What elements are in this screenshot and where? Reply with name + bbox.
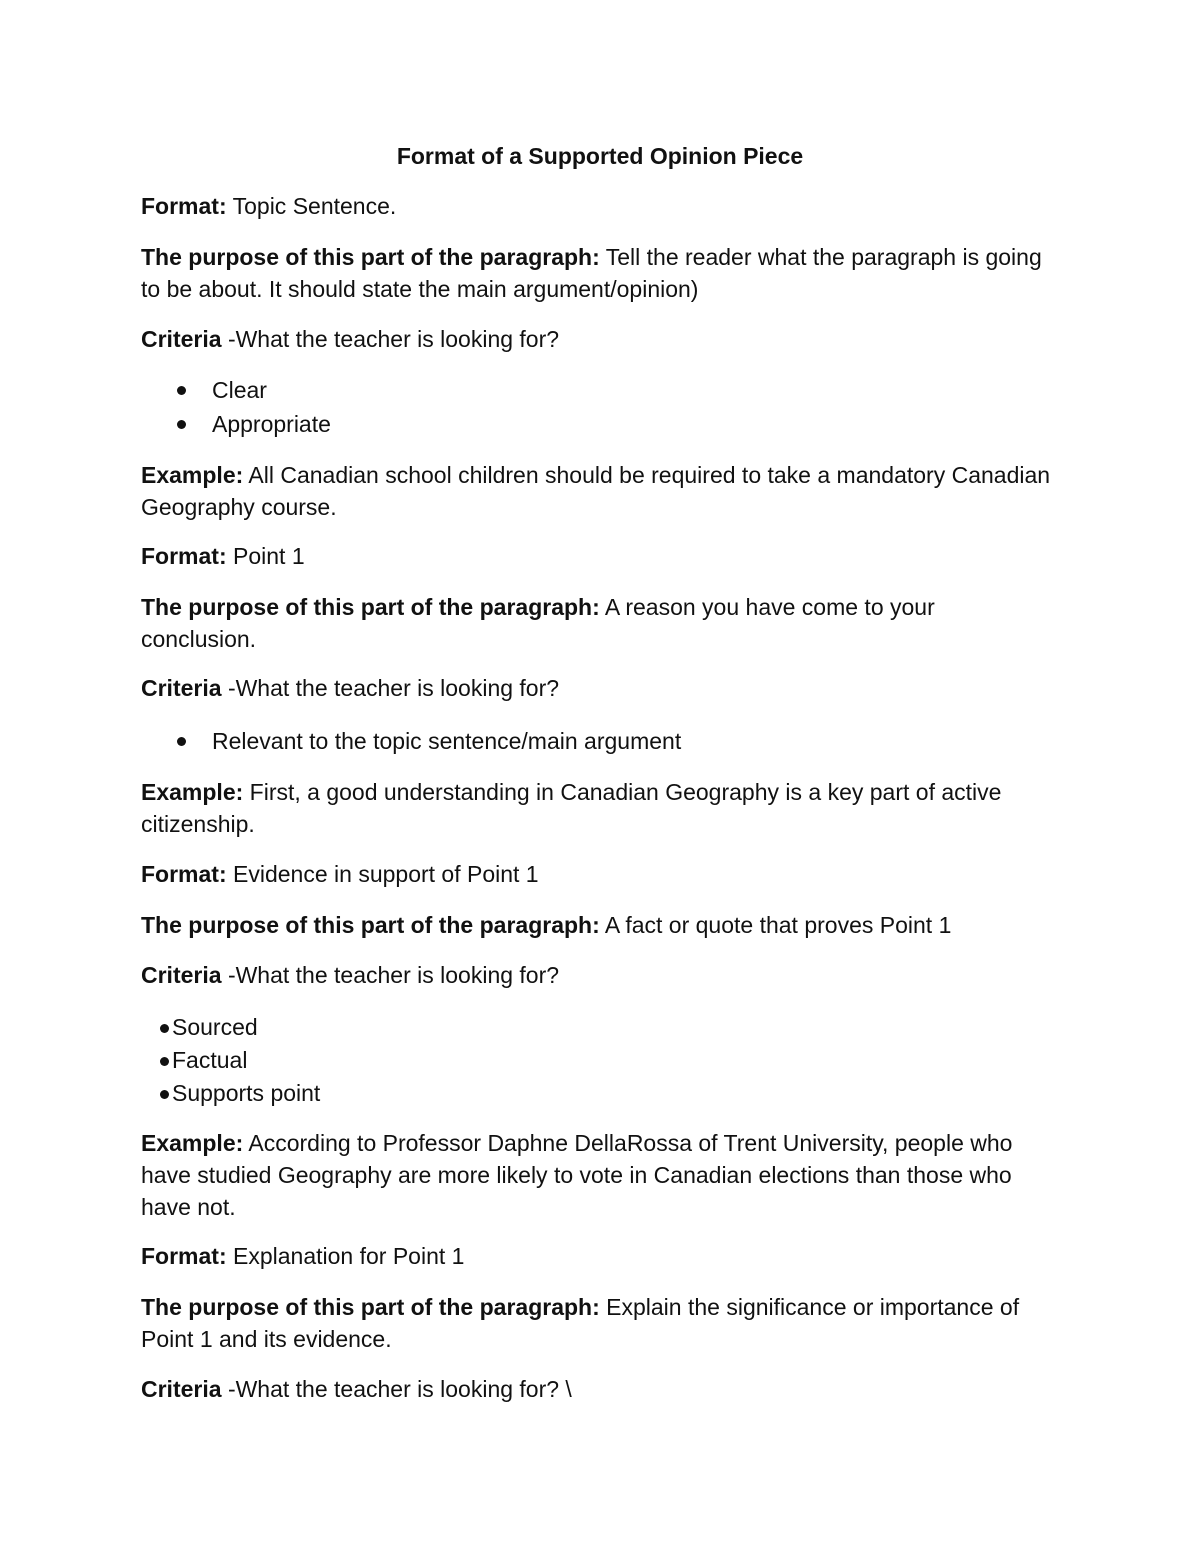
criteria-value: -What the teacher is looking for? — [227, 326, 560, 352]
bullet-item: Relevant to the topic sentence/main argument — [212, 728, 682, 754]
bullet-item: Factual — [172, 1047, 248, 1073]
example-value: All Canadian school children should be required to take a mandatory Canadian Geography course. — [141, 462, 1051, 520]
purpose-line — [141, 241, 1051, 305]
example-label: Example: — [141, 1130, 244, 1156]
example-value: First, a good understanding in Canadian Geography is a key part of active citizenship. — [141, 779, 1002, 837]
bullet-icon — [160, 1024, 169, 1033]
criteria-label: Criteria — [141, 675, 222, 701]
criteria-value: -What the teacher is looking for? — [227, 962, 560, 988]
purpose-line — [141, 591, 1051, 655]
example-label: Example: — [141, 462, 244, 488]
format-label: Format: — [141, 543, 227, 569]
example-label: Example: — [141, 779, 244, 805]
format-value: Evidence in support of Point 1 — [233, 861, 539, 887]
bullet-icon — [160, 1057, 169, 1066]
criteria-value: -What the teacher is looking for? \ — [227, 1376, 572, 1402]
bullet-item: Supports point — [172, 1080, 321, 1106]
bullet-item: Sourced — [172, 1014, 258, 1040]
criteria-label: Criteria — [141, 962, 222, 988]
format-label: Format: — [141, 1243, 227, 1269]
bullet-icon — [177, 420, 186, 429]
bullet-icon — [177, 386, 186, 395]
format-value: Explanation for Point 1 — [233, 1243, 465, 1269]
format-label: Format: — [141, 861, 227, 887]
purpose-value: A reason you have come to your conclusion. — [141, 594, 935, 652]
purpose-label: The purpose of this part of the paragraph: — [141, 912, 600, 938]
purpose-value: Tell the reader what the paragraph is going to be about. It should state the main argument/opinion) — [141, 244, 1042, 302]
criteria-line — [141, 672, 1051, 704]
bullet-item: Appropriate — [212, 411, 331, 437]
bullet-icon — [160, 1090, 169, 1099]
purpose-line — [141, 1291, 1051, 1355]
format-value: Point 1 — [233, 543, 305, 569]
format-label: Format: — [141, 193, 227, 219]
purpose-line — [141, 909, 1051, 941]
purpose-value: A fact or quote that proves Point 1 — [604, 912, 952, 938]
criteria-value: -What the teacher is looking for? — [227, 675, 560, 701]
example-value: According to Professor Daphne DellaRossa of Trent University, people who have studied Geography are more likely to vote in Canadian elections than those who have not. — [141, 1130, 1013, 1220]
criteria-line — [141, 1373, 1051, 1405]
page-title: Format of a Supported Opinion Piece — [396, 143, 804, 169]
format-line — [141, 858, 1051, 890]
format-line — [141, 1240, 1051, 1272]
purpose-value: Explain the significance or importance of Point 1 and its evidence. — [141, 1294, 1020, 1352]
criteria-label: Criteria — [141, 1376, 222, 1402]
example-line — [141, 776, 1051, 840]
bullet-item: Clear — [212, 377, 267, 403]
format-line — [141, 190, 1051, 222]
example-line — [141, 459, 1051, 523]
example-line — [141, 1127, 1051, 1223]
purpose-label: The purpose of this part of the paragraph: — [141, 244, 600, 270]
criteria-line — [141, 959, 1051, 991]
format-line — [141, 540, 1051, 572]
purpose-label: The purpose of this part of the paragraph: — [141, 1294, 600, 1320]
format-value: Topic Sentence. — [232, 193, 397, 219]
bullet-icon — [177, 737, 186, 746]
criteria-line — [141, 323, 1051, 355]
purpose-label: The purpose of this part of the paragraph: — [141, 594, 600, 620]
criteria-label: Criteria — [141, 326, 222, 352]
